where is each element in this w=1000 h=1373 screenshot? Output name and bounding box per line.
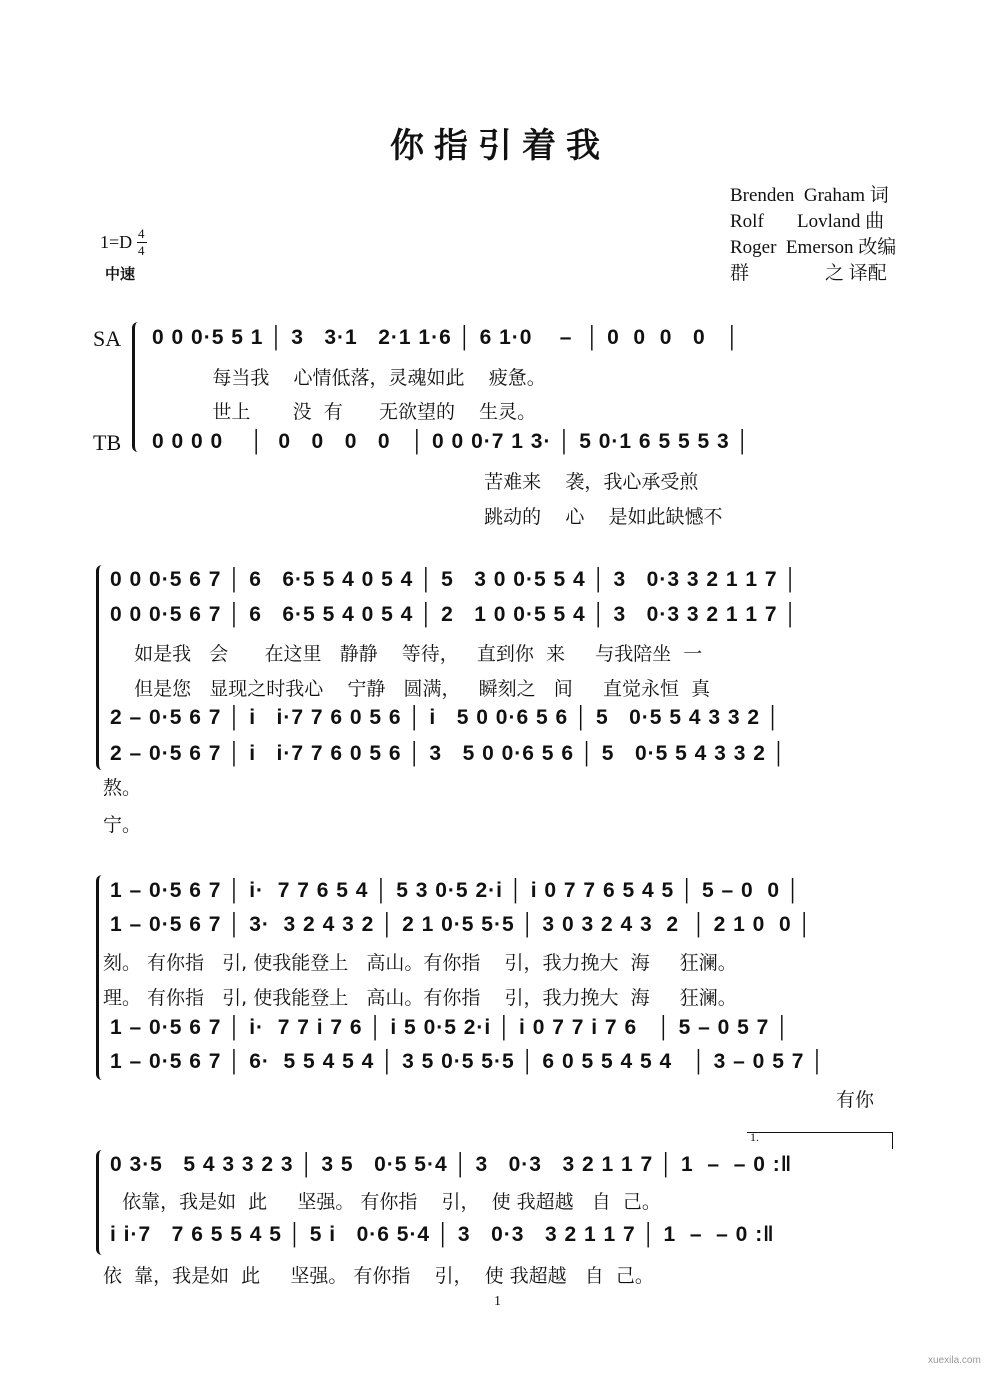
system-brace (96, 565, 107, 770)
notation-row: 0 0 0 0 │ 0 0 0 0 │ 0 0 0·7 1 3· │ 5 0·1 6 5 5 5 3 │ (152, 430, 751, 453)
notation-row: 0 0 0·5 6 7 │ 6 6·5 5 4 0 5 4 │ 5 3 0 0·5 5 4 │ 3 0·3 3 2 1 1 7 │ (110, 568, 799, 591)
volta-bracket (747, 1132, 893, 1149)
tempo-marking: 中速 (105, 265, 136, 283)
lyric-row: 依靠，我是如 此 坚强。 有你指 引， 使 我超越 自 己。 (110, 1191, 661, 1213)
notation-row: i i·7 7 6 5 5 4 5 │ 5 i 0·6 5·4 │ 3 0·3 3 2 1 1 7 │ 1 – – 0 :‖ (110, 1223, 775, 1246)
lyric-row: 宁。 (103, 814, 142, 836)
lyric-row: 熬。 (103, 777, 142, 799)
lyric-row: 世上 没 有 无欲望的 生灵。 (152, 401, 537, 423)
watermark: xuexila.com (928, 1355, 981, 1366)
system-brace (96, 875, 107, 1080)
notation-row: 1 – 0·5 6 7 │ 6· 5 5 4 5 4 │ 3 5 0·5 5·5 │ 6 0 5 5 4 5 4 │ 3 – 0 5 7 │ (110, 1050, 826, 1073)
lyric-row: 跳动的 心 是如此缺憾不 (152, 506, 723, 528)
lyric-row: 刻。 有你指 引, 使我能登上 高山。有你指 引，我力挽大 海 狂澜。 (103, 952, 737, 974)
lyric-row: 理。 有你指 引, 使我能登上 高山。有你指 引，我力挽大 海 狂澜。 (103, 987, 737, 1009)
lyric-row: 每当我 心情低落，灵魂如此 疲惫。 (152, 367, 546, 389)
notation-row: 2 – 0·5 6 7 │ i i·7 7 6 0 5 6 │ 3 5 0 0·6 5 6 │ 5 0·5 5 4 3 3 2 │ (110, 742, 787, 765)
composer-credit: Rolf Lovland 曲 (730, 211, 885, 232)
lyric-row: 但是您 显现之时我心 宁静 圆满， 瞬刻之 间 直觉永恒 真 (110, 678, 711, 700)
notation-row: 1 – 0·5 6 7 │ i· 7 7 i 7 6 │ i 5 0·5 2·i │ i 0 7 7 i 7 6 │ 5 – 0 5 7 │ (110, 1016, 791, 1039)
notation-row: 0 0 0·5 6 7 │ 6 6·5 5 4 0 5 4 │ 2 1 0 0·5 5 4 │ 3 0·3 3 2 1 1 7 │ (110, 603, 799, 626)
volta-number: 1. (750, 1130, 759, 1144)
page-number: 1 (494, 1294, 501, 1309)
lyric-row: 苦难来 袭，我心承受煎 (152, 471, 699, 493)
system-brace (96, 1150, 107, 1255)
voice-label-sa: SA (93, 326, 122, 351)
notation-row: 1 – 0·5 6 7 │ i· 7 7 6 5 4 │ 5 3 0·5 2·i │ i 0 7 7 6 5 4 5 │ 5 – 0 0 │ (110, 879, 801, 902)
notation-row: 1 – 0·5 6 7 │ 3· 3 2 4 3 2 │ 2 1 0·5 5·5 │ 3 0 3 2 4 3 2 │ 2 1 0 0 │ (110, 913, 813, 936)
notation-row: 2 – 0·5 6 7 │ i i·7 7 6 0 5 6 │ i 5 0 0·6 5 6 │ 5 0·5 5 4 3 3 2 │ (110, 706, 782, 729)
time-signature-top: 4 (138, 226, 145, 241)
key-label: 1=D (100, 232, 133, 252)
song-title: 你指引着我 (390, 126, 610, 166)
system-brace (132, 322, 143, 452)
translator-credit: 群 之 译配 (730, 263, 887, 284)
arranger-credit: Roger Emerson 改编 (730, 237, 897, 258)
lyric-row: 有你 (836, 1089, 875, 1111)
notation-row: 0 0 0·5 5 1 │ 3 3·1 2·1 1·6 │ 6 1·0 – │ 0 0 0 0 │ (152, 326, 741, 349)
notation-row: 0 3·5 5 4 3 3 2 3 │ 3 5 0·5 5·4 │ 3 0·3 3 2 1 1 7 │ 1 – – 0 :‖ (110, 1153, 793, 1176)
lyric-row: 依 靠，我是如 此 坚强。 有你指 引， 使 我超越 自 己。 (103, 1265, 654, 1287)
voice-label-tb: TB (93, 430, 122, 455)
lyricist-credit: Brenden Graham 词 (730, 185, 889, 206)
lyric-row: 如是我 会 在这里 静静 等待， 直到你 来 与我陪坐 一 (110, 643, 703, 665)
time-signature-bottom: 4 (138, 243, 145, 258)
